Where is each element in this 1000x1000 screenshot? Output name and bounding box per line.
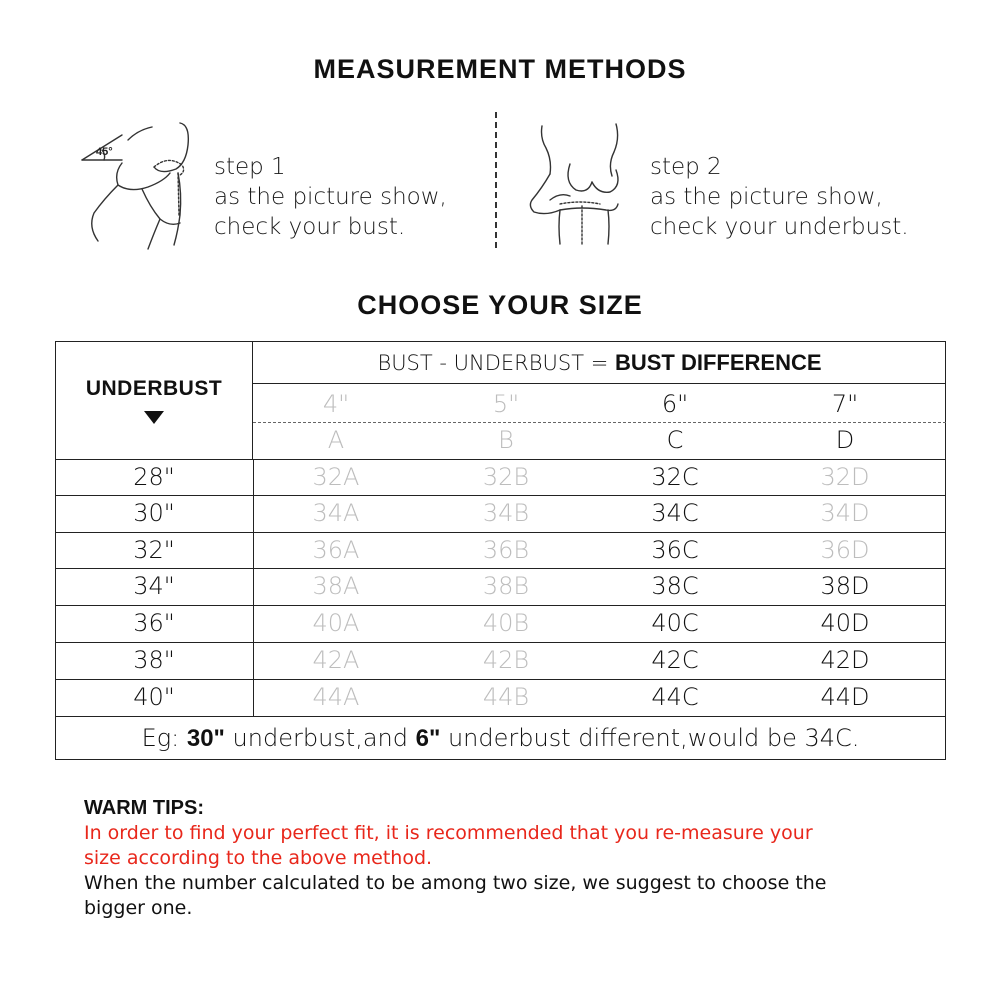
row-underbust-1: 30": [133, 499, 175, 527]
size-cell-1-1: 34B: [482, 499, 530, 527]
choose-size-title: CHOOSE YOUR SIZE: [357, 290, 643, 320]
size-cell-2-0: 36A: [312, 536, 360, 564]
column-inch-1: 5": [492, 390, 520, 418]
row-underbust-6: 40": [133, 683, 175, 711]
size-cell-3-3: 38D: [820, 572, 870, 600]
size-cell-6-3: 44D: [820, 683, 870, 711]
row-underbust-3: 34": [133, 572, 175, 600]
angle-label: 45°: [96, 146, 113, 158]
step2-line-3: check your underbust.: [650, 214, 909, 240]
size-cell-1-3: 34D: [820, 499, 870, 527]
diff-header-prefix: BUST - UNDERBUST =: [377, 351, 615, 375]
step1-text: [214, 152, 447, 242]
step1-line-1: step 1: [214, 154, 286, 180]
column-inch-0: 4": [322, 390, 350, 418]
size-cell-1-0: 34A: [312, 499, 360, 527]
row-underbust-0: 28": [133, 463, 175, 491]
column-inch-2: 6": [661, 390, 689, 418]
example-p4: .: [851, 724, 860, 752]
step2-text: [650, 152, 909, 242]
size-cell-5-0: 42A: [312, 646, 360, 674]
warm-tips-red-line-1: In order to find your perfect fit, it is recommended that you re-measure your: [84, 822, 813, 844]
warm-tips-title: WARM TIPS:: [84, 797, 204, 819]
size-cell-6-0: 44A: [312, 683, 360, 711]
column-cup-0: A: [327, 426, 345, 454]
warm-tips-line-3: When the number calculated to be among two size, we suggest to choose the: [84, 872, 827, 894]
example-p2: underbust,and: [224, 724, 416, 752]
underbust-column-rule: [253, 459, 254, 716]
size-cell-4-3: 40D: [820, 609, 870, 637]
size-cell-4-0: 40A: [312, 609, 360, 637]
measurement-methods-title: MEASUREMENT METHODS: [313, 54, 687, 84]
bust-measure-illustration: [78, 115, 208, 255]
bust-difference-header: [253, 350, 946, 376]
example-p3: underbust different,would be: [440, 724, 805, 752]
size-cell-6-1: 44B: [482, 683, 530, 711]
diff-header-bold: BUST DIFFERENCE: [614, 350, 822, 375]
size-cell-4-1: 40B: [482, 609, 530, 637]
diff-header-rule: [253, 383, 946, 384]
step2-line-1: step 2: [650, 154, 722, 180]
size-cell-2-3: 36D: [820, 536, 870, 564]
size-cell-2-1: 36B: [482, 536, 530, 564]
column-cup-1: B: [498, 426, 514, 454]
example-b2: 6": [415, 725, 441, 752]
warm-tips-line-4: bigger one.: [84, 897, 193, 919]
size-cell-0-1: 32B: [482, 463, 530, 491]
column-inch-3: 7": [831, 390, 859, 418]
size-cell-0-0: 32A: [312, 463, 360, 491]
row-underbust-5: 38": [133, 646, 175, 674]
column-cup-3: D: [835, 426, 855, 454]
size-cell-4-2: 40C: [651, 609, 699, 637]
steps-divider: [495, 112, 497, 248]
size-cell-3-2: 38C: [651, 572, 699, 600]
column-cup-2: C: [666, 426, 684, 454]
row-underbust-2: 32": [133, 536, 175, 564]
step2-line-2: as the picture show,: [650, 184, 883, 210]
row-underbust-4: 36": [133, 609, 175, 637]
step1-line-2: as the picture show,: [214, 184, 447, 210]
size-cell-5-3: 42D: [820, 646, 870, 674]
size-cell-3-0: 38A: [312, 572, 360, 600]
example-b1: 30": [186, 725, 225, 752]
example-b3: 34C: [804, 724, 852, 752]
size-cell-0-2: 32C: [651, 463, 699, 491]
size-cell-5-2: 42C: [651, 646, 699, 674]
underbust-measure-illustration: [520, 108, 640, 248]
size-cell-1-2: 34C: [651, 499, 699, 527]
size-cell-3-1: 38B: [482, 572, 530, 600]
size-cell-5-1: 42B: [482, 646, 530, 674]
step1-line-3: check your bust.: [214, 214, 406, 240]
example-row: [55, 716, 946, 760]
example-p1: Eg:: [141, 724, 187, 752]
size-cell-2-2: 36C: [651, 536, 699, 564]
size-cell-0-3: 32D: [820, 463, 870, 491]
warm-tips-red-line-2: size according to the above method.: [84, 847, 433, 869]
size-cell-6-2: 44C: [651, 683, 699, 711]
triangle-down-icon: [144, 410, 164, 429]
warm-tips: [84, 796, 944, 921]
underbust-header: UNDERBUST: [85, 377, 223, 400]
